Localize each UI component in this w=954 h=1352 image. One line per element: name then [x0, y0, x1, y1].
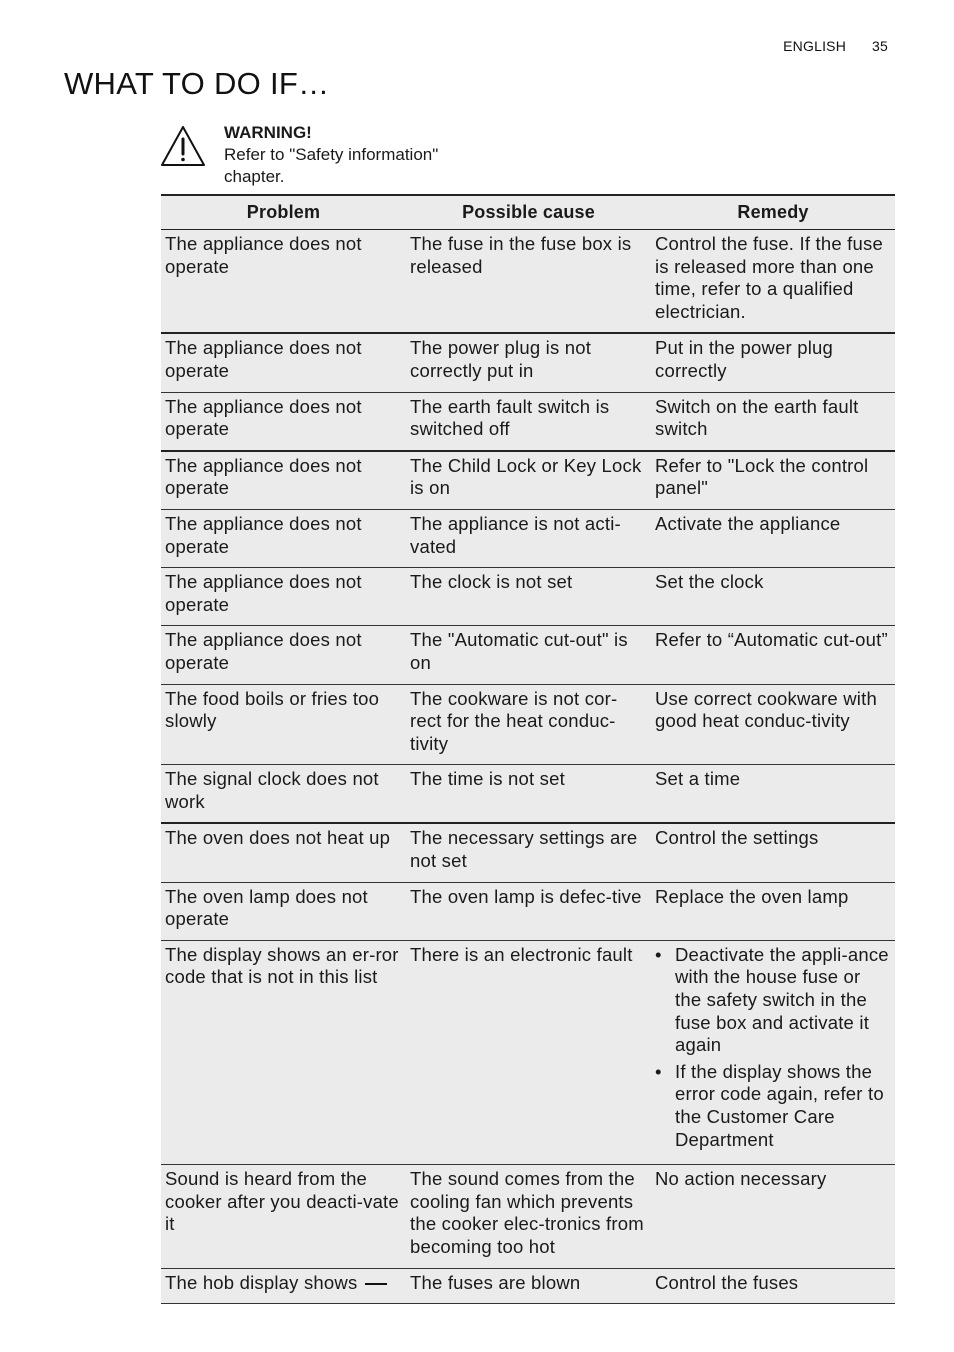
table-row — [161, 230, 895, 334]
cause-cell: The fuses are blown — [406, 1268, 651, 1304]
page-title: WHAT TO DO IF… — [64, 66, 330, 101]
problem-cell: The appliance does not operate — [161, 626, 406, 684]
remedy-cell: Use correct cookware with good heat conduc-tivity — [651, 684, 895, 765]
warning-box — [160, 122, 540, 188]
remedy-cell: Control the fuses — [651, 1268, 895, 1304]
table-row — [161, 823, 895, 882]
page-header — [783, 38, 888, 54]
cause-cell: The time is not set — [406, 765, 651, 824]
cause-cell: The power plug is not correctly put in — [406, 333, 651, 392]
language-label: ENGLISH — [783, 38, 847, 54]
troubleshooting-table — [161, 194, 895, 1304]
remedy-list-item: • Deactivate the appli-ance with the house fuse or the safety switch in the fuse box and activate it again — [675, 944, 891, 1057]
table-row — [161, 765, 895, 824]
problem-cell: The appliance does not operate — [161, 568, 406, 626]
table-row — [161, 333, 895, 392]
remedy-cell: Put in the power plug correctly — [651, 333, 895, 392]
warning-text: Refer to "Safety information" chapter. — [224, 145, 439, 186]
table-row — [161, 392, 895, 451]
table-row — [161, 626, 895, 684]
table-row — [161, 568, 895, 626]
remedy-cell: Switch on the earth fault switch — [651, 392, 895, 451]
cause-cell: The cookware is not cor-rect for the heat conduc-tivity — [406, 684, 651, 765]
problem-cell: The appliance does not operate — [161, 509, 406, 567]
column-header-problem: Problem — [161, 195, 406, 230]
problem-cell: Sound is heard from the cooker after you deacti-vate it — [161, 1165, 406, 1268]
cause-cell: The earth fault switch is switched off — [406, 392, 651, 451]
remedy-cell: Control the settings — [651, 823, 895, 882]
problem-cell: The signal clock does not work — [161, 765, 406, 824]
table-row — [161, 940, 895, 1164]
problem-cell: The display shows an er-ror code that is not in this list — [161, 940, 406, 1164]
remedy-cell: Refer to “Automatic cut-out” — [651, 626, 895, 684]
table-row — [161, 1165, 895, 1268]
table-row — [161, 509, 895, 567]
cause-cell: The fuse in the fuse box is released — [406, 230, 651, 334]
table-row — [161, 684, 895, 765]
remedy-list — [655, 944, 891, 1151]
problem-cell — [161, 1268, 406, 1304]
column-header-remedy: Remedy — [651, 195, 895, 230]
table-header-row — [161, 195, 895, 230]
remedy-cell: Control the fuse. If the fuse is released more than one time, refer to a qualified electrician. — [651, 230, 895, 334]
dash-symbol-icon — [365, 1283, 387, 1285]
remedy-cell — [651, 940, 895, 1164]
remedy-cell: Activate the appliance — [651, 509, 895, 567]
table-row — [161, 451, 895, 510]
cause-cell: The appliance is not acti-vated — [406, 509, 651, 567]
warning-title: WARNING! — [224, 123, 312, 142]
remedy-cell: Refer to "Lock the control panel" — [651, 451, 895, 510]
remedy-cell: No action necessary — [651, 1165, 895, 1268]
cause-cell: There is an electronic fault — [406, 940, 651, 1164]
cause-cell: The "Automatic cut-out" is on — [406, 626, 651, 684]
problem-cell: The appliance does not operate — [161, 451, 406, 510]
page-number: 35 — [872, 38, 888, 54]
problem-cell: The oven lamp does not operate — [161, 882, 406, 940]
problem-text: The hob display shows — [165, 1271, 358, 1293]
remedy-cell: Replace the oven lamp — [651, 882, 895, 940]
cause-cell: The Child Lock or Key Lock is on — [406, 451, 651, 510]
cause-cell: The necessary settings are not set — [406, 823, 651, 882]
problem-cell: The oven does not heat up — [161, 823, 406, 882]
table-row — [161, 1268, 895, 1304]
cause-cell: The clock is not set — [406, 568, 651, 626]
problem-cell: The appliance does not operate — [161, 230, 406, 334]
remedy-cell: Set the clock — [651, 568, 895, 626]
cause-cell: The sound comes from the cooling fan which prevents the cooker elec-tronics from becoming too hot — [406, 1165, 651, 1268]
problem-cell: The food boils or fries too slowly — [161, 684, 406, 765]
warning-triangle-icon — [160, 124, 206, 170]
problem-cell: The appliance does not operate — [161, 392, 406, 451]
column-header-cause: Possible cause — [406, 195, 651, 230]
remedy-list-item: • If the display shows the error code again, refer to the Customer Care Department — [675, 1061, 891, 1151]
table-row — [161, 882, 895, 940]
remedy-cell: Set a time — [651, 765, 895, 824]
cause-cell: The oven lamp is defec-tive — [406, 882, 651, 940]
problem-cell: The appliance does not operate — [161, 333, 406, 392]
